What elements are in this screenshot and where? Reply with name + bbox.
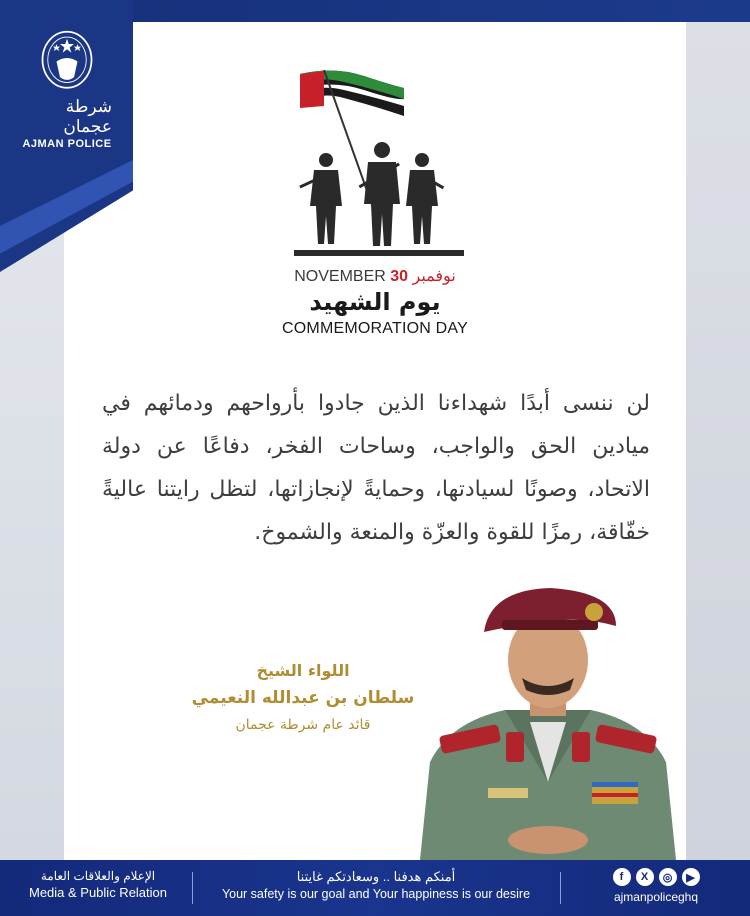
social-handle[interactable]: ajmanpoliceghq xyxy=(613,890,699,904)
footer-department xyxy=(18,869,178,900)
footer-divider xyxy=(192,872,193,904)
signature-block xyxy=(172,658,434,738)
footer-slogan xyxy=(198,869,554,901)
footer-bar xyxy=(0,860,750,916)
date-day: 30 xyxy=(390,268,409,285)
youtube-icon[interactable]: ▶ xyxy=(682,868,700,886)
facebook-icon[interactable]: f xyxy=(613,868,631,886)
instagram-icon[interactable]: ◎ xyxy=(659,868,677,886)
post-card xyxy=(64,22,686,860)
police-emblem-icon xyxy=(35,30,99,93)
commemoration-message: لن ننسى أبدًا شهداءنا الذين جادوا بأرواحهم ودمائهم في ميادين الحق والواجب، وساحات الفخر، دفاعًا عن دولة الاتحاد، وصونًا لسيادتها، وحمايةً لإنجازاتها، لتظل رايتنا عاليةً خفّاقة، رمزًا للقوة والعزّة والمنعة والشموخ. xyxy=(102,391,650,545)
right-margin xyxy=(686,22,750,860)
date-month-en: NOVEMBER xyxy=(294,268,386,285)
footer-divider xyxy=(560,872,561,904)
event-title-ar: يوم الشهيد xyxy=(309,288,441,316)
logo-name-en: AJMAN POLICE xyxy=(22,138,112,150)
ajman-police-logo xyxy=(22,30,112,150)
x-icon[interactable]: X xyxy=(636,868,654,886)
slogan-en: Your safety is our goal and Your happiness is our desire xyxy=(221,887,531,901)
slogan-ar: أمنكم هدفنا .. وسعادتكم غايتنا xyxy=(296,869,456,884)
footer-social xyxy=(572,868,740,904)
flag-soldiers-icon xyxy=(294,66,464,258)
date-line xyxy=(64,266,686,286)
date-month-ar: نوفمبر xyxy=(412,268,456,285)
signature-name: سلطان بن عبدالله النعيمي xyxy=(191,688,415,708)
department-en: Media & Public Relation xyxy=(28,885,168,900)
logo-name-ar: شرطة عجمان xyxy=(63,97,112,137)
signature-title: اللواء الشيخ xyxy=(256,661,350,680)
department-ar: الإعلام والعلاقات العامة xyxy=(40,869,156,883)
signature-role: قائد عام شرطة عجمان xyxy=(235,717,371,733)
event-title-en: COMMEMORATION DAY xyxy=(282,320,468,337)
commander-portrait xyxy=(410,582,686,860)
